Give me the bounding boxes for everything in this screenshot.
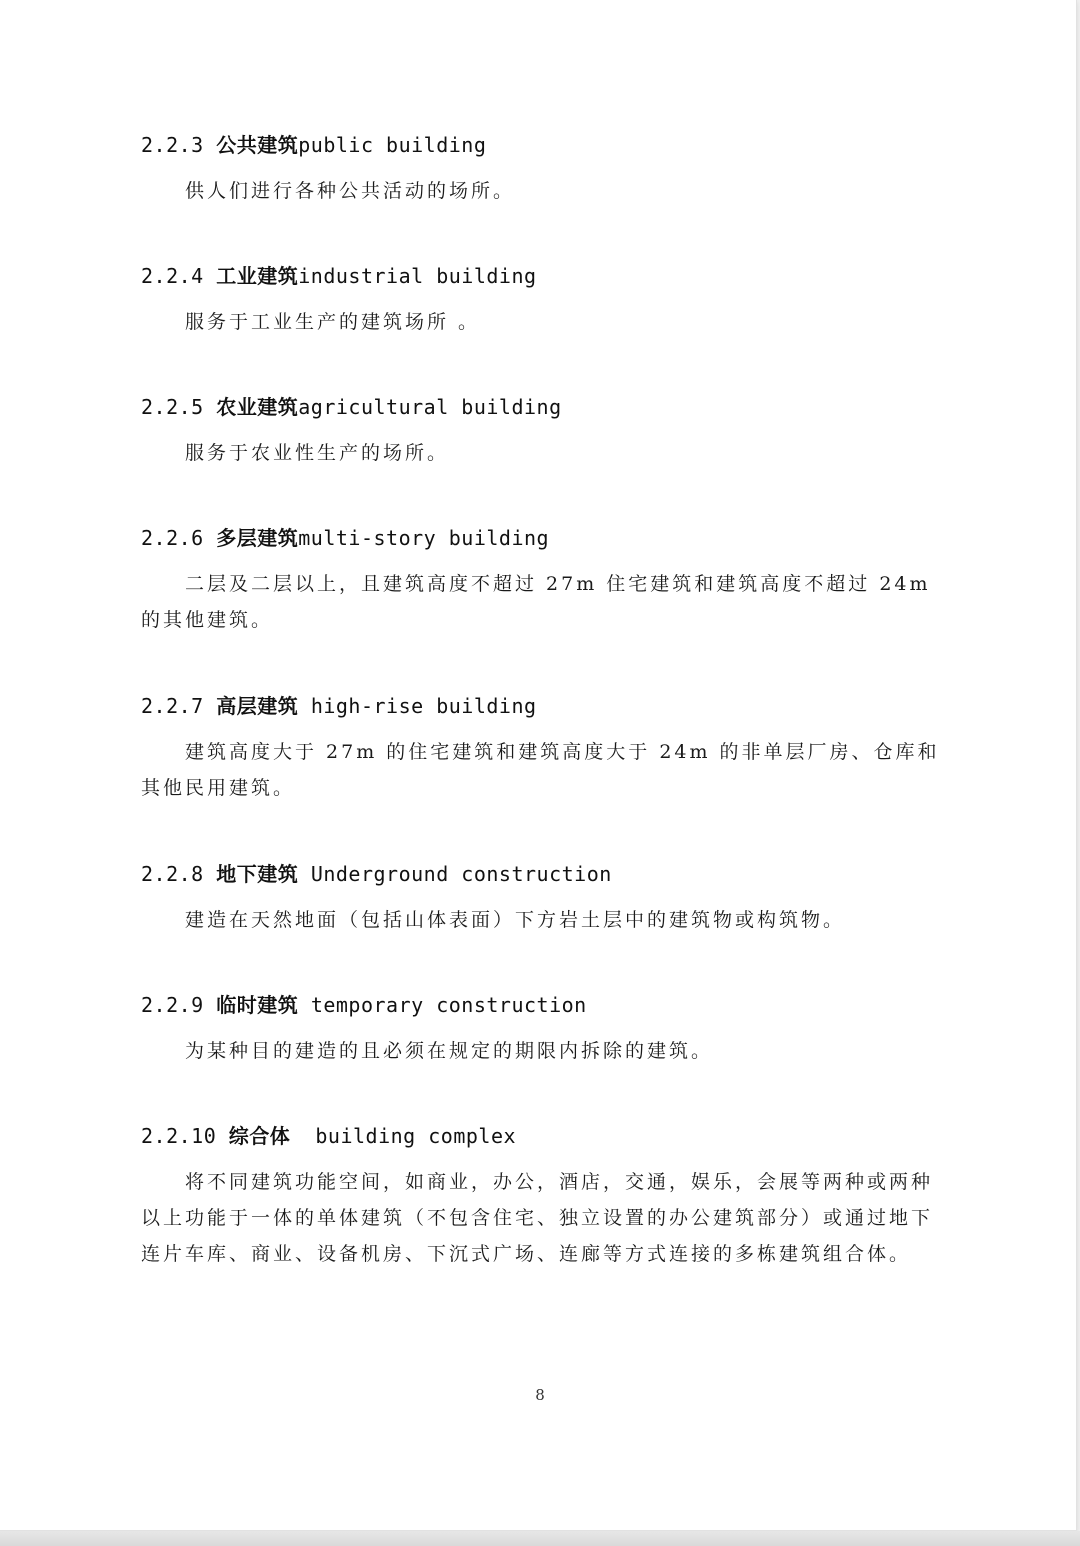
section-definition: 将不同建筑功能空间，如商业，办公，酒店，交通，娱乐，会展等两种或两种以上功能于一体的单体建筑（不包含住宅、独立设置的办公建筑部分）或通过地下连片车库、商业、设备机房、下沉式广场、连廊等方式连接的多栋建筑组合体。 [141, 1171, 934, 1265]
term-english: building complex [315, 1124, 517, 1148]
section-definition: 供人们进行各种公共活动的场所。 [185, 180, 516, 202]
section-number: 2.2.6 [141, 526, 204, 550]
section-definition: 二层及二层以上，且建筑高度不超过 27m 住宅建筑和建筑高度不超过 24m 的其他建筑。 [141, 573, 931, 631]
section-number: 2.2.4 [141, 264, 204, 288]
section-2-2-8 [141, 860, 941, 938]
section-number: 2.2.9 [141, 993, 204, 1017]
section-heading [141, 860, 941, 888]
term-chinese: 综合体 [228, 1124, 291, 1148]
term-chinese: 临时建筑 [216, 993, 299, 1017]
section-number: 2.2.3 [141, 133, 204, 157]
section-definition: 建造在天然地面（包括山体表面）下方岩土层中的建筑物或构筑物。 [185, 909, 846, 931]
term-english: public building [298, 133, 487, 157]
section-definition: 服务于农业性生产的场所。 [185, 442, 450, 464]
section-2-2-9 [141, 991, 941, 1069]
section-heading [141, 393, 941, 421]
viewer-bottom-edge [0, 1531, 1080, 1546]
term-english: agricultural building [298, 395, 562, 419]
section-definition: 为某种目的建造的且必须在规定的期限内拆除的建筑。 [185, 1040, 714, 1062]
section-number: 2.2.5 [141, 395, 204, 419]
section-heading [141, 131, 941, 159]
section-2-2-6 [141, 524, 941, 638]
section-number: 2.2.8 [141, 862, 204, 886]
term-chinese: 地下建筑 [216, 862, 299, 886]
term-chinese: 农业建筑 [216, 395, 299, 419]
section-definition: 服务于工业生产的建筑场所 。 [185, 311, 481, 333]
section-heading [141, 692, 941, 720]
section-heading [141, 991, 941, 1019]
term-chinese: 公共建筑 [216, 133, 299, 157]
section-2-2-4 [141, 262, 941, 340]
section-2-2-3 [141, 131, 941, 209]
term-english: high-rise building [310, 694, 537, 718]
term-english: temporary construction [310, 993, 587, 1017]
section-heading [141, 262, 941, 290]
section-number: 2.2.7 [141, 694, 204, 718]
term-chinese: 高层建筑 [216, 694, 299, 718]
page-number: 8 [535, 1386, 545, 1404]
term-chinese: 工业建筑 [216, 264, 299, 288]
section-2-2-7 [141, 692, 941, 806]
section-heading [141, 524, 941, 552]
section-heading [141, 1122, 941, 1150]
section-2-2-10 [141, 1122, 941, 1272]
term-english: industrial building [298, 264, 537, 288]
section-2-2-5 [141, 393, 941, 471]
section-definition: 建筑高度大于 27m 的住宅建筑和建筑高度大于 24m 的非单层厂房、仓库和其他民用建筑。 [141, 741, 940, 799]
term-english: multi-story building [298, 526, 550, 550]
term-english: Underground construction [310, 862, 612, 886]
term-chinese: 多层建筑 [216, 526, 299, 550]
section-number: 2.2.10 [141, 1124, 217, 1148]
